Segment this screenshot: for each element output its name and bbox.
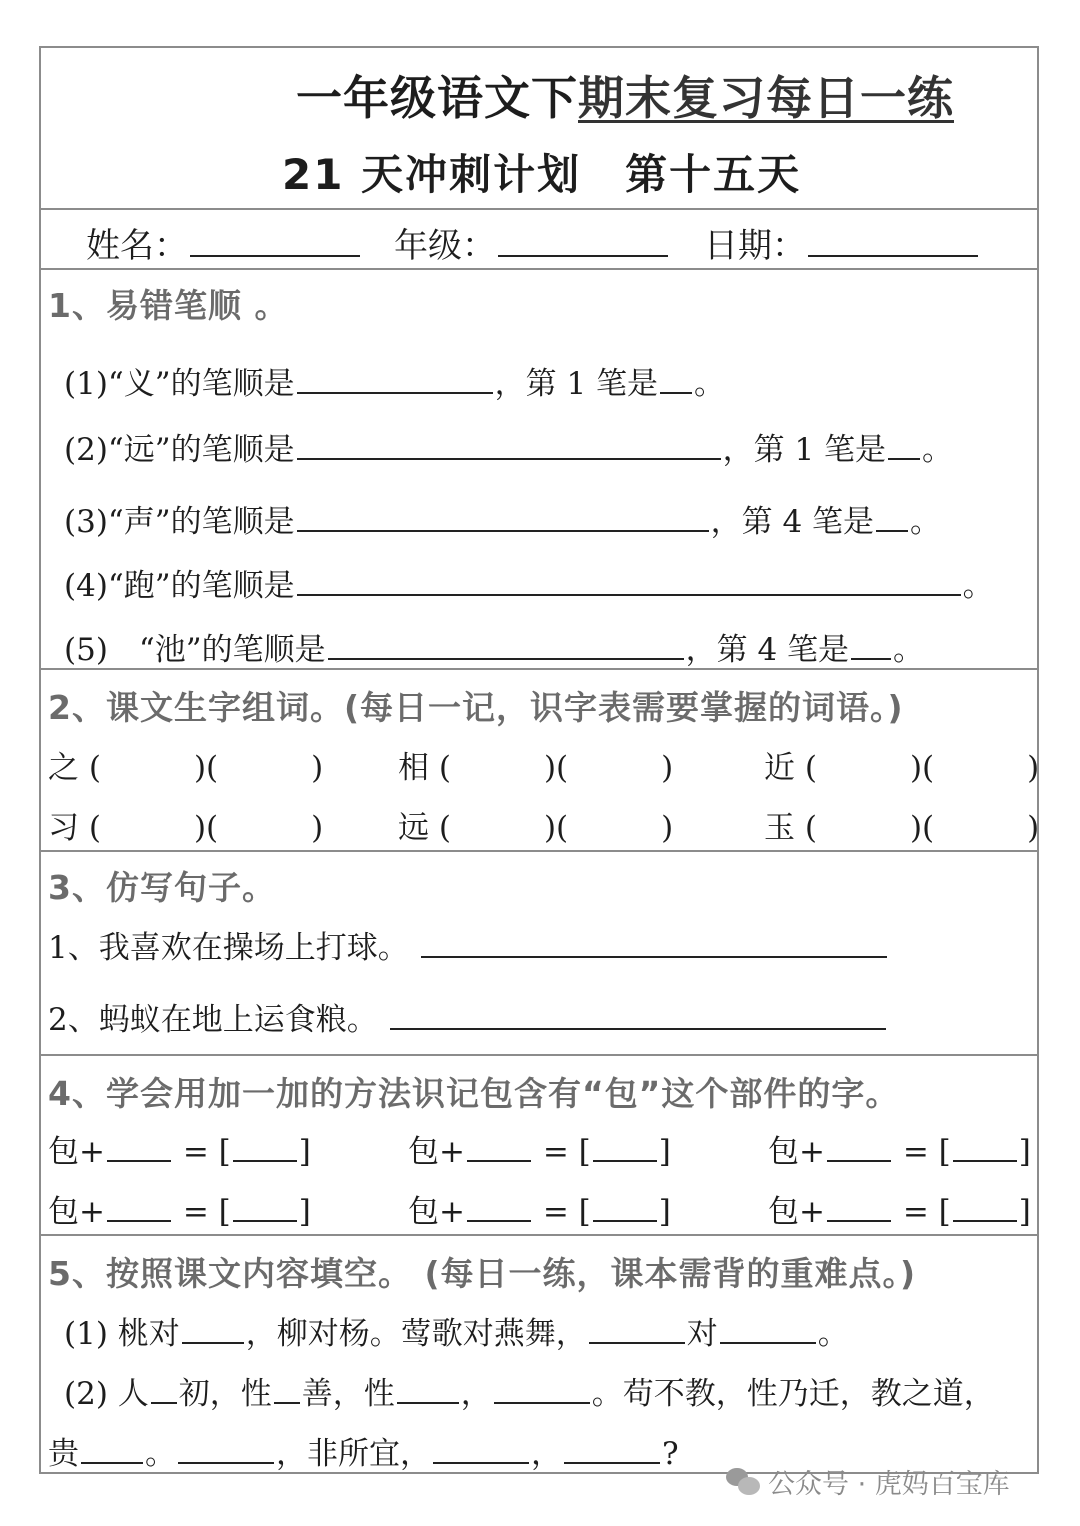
answer-blank[interactable] [274, 1401, 300, 1404]
name-label: 姓名： [86, 226, 188, 266]
add-item[interactable]: 包+ = [ ] [408, 1194, 671, 1230]
answer-blank[interactable] [151, 1401, 177, 1404]
date-label: 日期： [704, 226, 806, 266]
answer-blank[interactable] [593, 1159, 657, 1162]
section1-item [64, 624, 924, 669]
section1-item [64, 358, 725, 403]
fill-text: ? [662, 1436, 679, 1472]
divider [41, 1054, 1037, 1056]
fill-text: 。苟不教，性乃迁，教之道， [591, 1376, 995, 1412]
section1-item [64, 560, 994, 605]
answer-blank[interactable] [107, 1219, 171, 1222]
name-blank[interactable] [190, 254, 360, 257]
part-text: 包+ [408, 1194, 465, 1230]
fill-line-3 [48, 1428, 679, 1473]
fill-text: ，非所宜， [276, 1436, 431, 1472]
word-group[interactable] [398, 742, 673, 787]
sentence-text: 1、我喜欢在操场上打球。 [48, 930, 409, 966]
answer-blank[interactable] [433, 1461, 529, 1464]
answer-blank[interactable] [297, 457, 721, 460]
word-blanks[interactable]: ( )( ) [438, 750, 674, 786]
answer-blank[interactable] [851, 657, 891, 660]
answer-blank[interactable] [660, 391, 692, 394]
divider [41, 850, 1037, 852]
word-blanks[interactable]: ( )( ) [88, 810, 324, 846]
answer-blank[interactable] [297, 391, 493, 394]
char: 远 [398, 810, 429, 846]
sentence-text: 2、蚂蚁在地上运食粮。 [48, 1002, 378, 1038]
item-text: ，第 1 笔是 [494, 366, 659, 402]
name-field[interactable] [86, 218, 362, 267]
divider [41, 268, 1037, 270]
section3-title: 3、仿写句子。 [48, 868, 276, 907]
add-item[interactable]: 包+ = [ ] [768, 1194, 1031, 1230]
word-blanks[interactable]: ( )( ) [804, 810, 1040, 846]
equals: = [542, 1194, 569, 1230]
part-text: 包+ [768, 1194, 825, 1230]
fill-text: 初，性 [178, 1376, 272, 1412]
answer-blank[interactable] [720, 1341, 816, 1344]
answer-blank[interactable] [888, 457, 920, 460]
answer-blank[interactable] [421, 955, 887, 958]
fill-text: 贵 [48, 1436, 79, 1472]
add-item[interactable]: 包+ = [ ] [48, 1134, 311, 1170]
answer-blank[interactable] [593, 1219, 657, 1222]
answer-blank[interactable] [953, 1159, 1017, 1162]
answer-blank[interactable] [233, 1219, 297, 1222]
fill-text: ，柳对杨。莺歌对燕舞， [245, 1316, 587, 1352]
word-blanks[interactable]: ( )( ) [804, 750, 1040, 786]
item-text: ，第 4 笔是 [710, 504, 875, 540]
answer-blank[interactable] [953, 1219, 1017, 1222]
fill-line-1 [64, 1308, 849, 1353]
item-text: (5) “池”的笔顺是 [64, 632, 326, 668]
answer-blank[interactable] [81, 1461, 143, 1464]
answer-blank[interactable] [182, 1341, 244, 1344]
answer-blank[interactable] [827, 1159, 891, 1162]
title-part2: 期末复习每日一练 [578, 71, 954, 125]
answer-blank[interactable] [328, 657, 684, 660]
section5-title: 5、按照课文内容填空。 (每日一练，课本需背的重难点。) [48, 1254, 917, 1293]
divider [41, 208, 1037, 210]
fill-text: (1) 桃对 [64, 1316, 180, 1352]
equals: = [182, 1194, 209, 1230]
item-text: 。 [922, 432, 954, 468]
answer-blank[interactable] [297, 529, 709, 532]
answer-blank[interactable] [467, 1159, 531, 1162]
sentence-item [48, 994, 888, 1039]
divider [41, 1234, 1037, 1236]
grade-blank[interactable] [498, 254, 668, 257]
fill-text: 。 [817, 1316, 849, 1352]
item-text: 。 [910, 504, 942, 540]
fill-text: ， [531, 1436, 562, 1472]
watermark-text: 公众号 · 虎妈百宝库 [768, 1469, 1010, 1500]
date-field[interactable] [704, 218, 980, 267]
answer-blank[interactable] [467, 1219, 531, 1222]
answer-blank[interactable] [397, 1401, 459, 1404]
answer-blank[interactable] [827, 1219, 891, 1222]
part-text: 包+ [408, 1134, 465, 1170]
part-text: 包+ [48, 1134, 105, 1170]
answer-blank[interactable] [107, 1159, 171, 1162]
fill-text: 。 [145, 1436, 176, 1472]
item-text: (4)“跑”的笔顺是 [64, 568, 295, 604]
answer-blank[interactable] [589, 1341, 685, 1344]
fill-text: 对 [686, 1316, 718, 1352]
grade-field[interactable] [394, 218, 670, 267]
char: 相 [398, 750, 429, 786]
word-group[interactable] [764, 802, 1039, 847]
watermark [726, 1462, 1010, 1501]
section1-item [64, 496, 941, 541]
word-group[interactable] [398, 802, 673, 847]
section1-title: 1、易错笔顺 。 [48, 286, 289, 325]
item-text: 。 [694, 366, 726, 402]
part-text: 包+ [48, 1194, 105, 1230]
section1-item [64, 424, 953, 469]
page-title [296, 62, 954, 128]
word-blanks[interactable]: ( )( ) [438, 810, 674, 846]
part-text: 包+ [768, 1134, 825, 1170]
fill-text: (2) 人 [64, 1376, 149, 1412]
answer-blank[interactable] [390, 1027, 886, 1030]
grade-label: 年级： [394, 226, 496, 266]
date-blank[interactable] [808, 254, 978, 257]
char: 玉 [764, 810, 795, 846]
item-text: (1)“义”的笔顺是 [64, 366, 295, 402]
sentence-item [48, 922, 889, 967]
fill-text: 善，性 [301, 1376, 395, 1412]
answer-blank[interactable] [494, 1401, 590, 1404]
word-group[interactable] [48, 742, 323, 787]
word-group[interactable] [48, 802, 323, 847]
add-item[interactable]: 包+ = [ ] [408, 1134, 671, 1170]
item-text: (2)“远”的笔顺是 [64, 432, 295, 468]
item-text: 。 [893, 632, 925, 668]
wechat-icon [726, 1468, 762, 1496]
equals: = [542, 1134, 569, 1170]
item-text: (3)“声”的笔顺是 [64, 504, 295, 540]
answer-blank[interactable] [876, 529, 908, 532]
equals: = [182, 1134, 209, 1170]
section2-title: 2、课文生字组词。(每日一记，识字表需要掌握的词语。) [48, 688, 904, 727]
word-group[interactable] [764, 742, 1039, 787]
char: 近 [764, 750, 795, 786]
item-text: ，第 1 笔是 [722, 432, 887, 468]
add-item[interactable]: 包+ = [ ] [768, 1134, 1031, 1170]
equals: = [902, 1134, 929, 1170]
char: 之 [48, 750, 79, 786]
item-text: ，第 4 笔是 [685, 632, 850, 668]
section4-title: 4、学会用加一加的方法识记包含有“包”这个部件的字。 [48, 1074, 900, 1113]
answer-blank[interactable] [233, 1159, 297, 1162]
page-subtitle: 21 天冲刺计划 第十五天 [282, 150, 802, 199]
answer-blank[interactable] [297, 593, 961, 596]
fill-line-2 [64, 1368, 995, 1413]
answer-blank[interactable] [178, 1461, 274, 1464]
title-part1: 一年级语文下 [296, 71, 578, 125]
equals: = [902, 1194, 929, 1230]
item-text: 。 [962, 568, 994, 604]
add-item[interactable]: 包+ = [ ] [48, 1194, 311, 1230]
char: 习 [48, 810, 79, 846]
word-blanks[interactable]: ( )( ) [88, 750, 324, 786]
fill-text: ， [460, 1376, 492, 1412]
answer-blank[interactable] [564, 1461, 660, 1464]
